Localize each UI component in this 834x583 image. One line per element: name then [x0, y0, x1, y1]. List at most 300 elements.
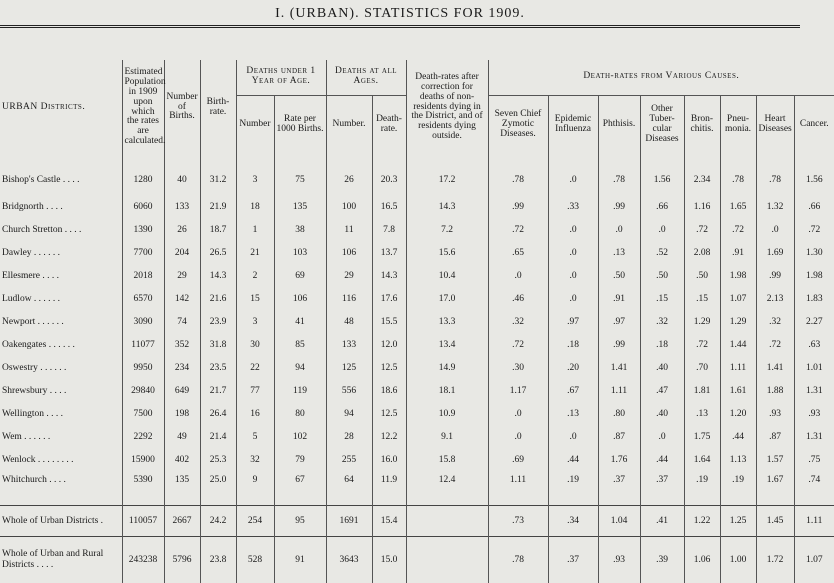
- cell-deaths: 64: [326, 471, 372, 506]
- cell-heart: .87: [756, 425, 794, 448]
- cell-other-tb: .50: [640, 264, 684, 287]
- cell-infant-rate: 102: [274, 425, 326, 448]
- total-row: [0, 537, 834, 583]
- cell-heart: 1.72: [756, 537, 794, 583]
- cell-births: 5796: [164, 537, 200, 583]
- cell-cancer: .93: [794, 402, 834, 425]
- cell-pneumonia: 1.98: [720, 264, 756, 287]
- cell-district: Whitchurch . . . .: [0, 471, 122, 506]
- cell-zymotic: .32: [488, 310, 548, 333]
- cell-cancer: 1.01: [794, 356, 834, 379]
- cell-other-tb: .15: [640, 287, 684, 310]
- cell-heart: 1.67: [756, 471, 794, 506]
- cell-district: Oakengates . . . . . .: [0, 333, 122, 356]
- cell-births: 234: [164, 356, 200, 379]
- cell-other-tb: .66: [640, 195, 684, 218]
- cell-zymotic: .65: [488, 241, 548, 264]
- cell-heart: .93: [756, 402, 794, 425]
- cell-bronchitis: 1.75: [684, 425, 720, 448]
- cell-infant-deaths: 16: [236, 402, 274, 425]
- cell-district: Whole of Urban and Rural Districts . . . .: [0, 537, 122, 583]
- cell-birth-rate: 23.5: [200, 356, 236, 379]
- cell-bronchitis: .19: [684, 471, 720, 506]
- cell-births: 649: [164, 379, 200, 402]
- cell-infant-deaths: 254: [236, 506, 274, 537]
- cell-phthisis: 1.41: [598, 356, 640, 379]
- cell-district: Newport . . . . . .: [0, 310, 122, 333]
- cell-district: Oswestry . . . . . .: [0, 356, 122, 379]
- header-population: Estimated Population in 1909 upon which the rates are calculated.: [122, 60, 164, 155]
- cell-infant-deaths: 15: [236, 287, 274, 310]
- cell-population: 1280: [122, 155, 164, 195]
- header-deaths-all-ages: Deaths at all Ages.: [326, 60, 406, 95]
- header-infant-rate: Rate per 1000 Births.: [274, 95, 326, 155]
- cell-other-tb: .47: [640, 379, 684, 402]
- cell-corrected: 18.1: [406, 379, 488, 402]
- header-birth-rate: Birth-rate.: [200, 60, 236, 155]
- cell-bronchitis: .50: [684, 264, 720, 287]
- cell-cancer: 1.30: [794, 241, 834, 264]
- header-cause-other-tb: Other Tuber-cular Diseases: [640, 95, 684, 155]
- cell-other-tb: .40: [640, 402, 684, 425]
- cell-births: 40: [164, 155, 200, 195]
- cell-population: 243238: [122, 537, 164, 583]
- cell-other-tb: .0: [640, 218, 684, 241]
- cell-infant-rate: 91: [274, 537, 326, 583]
- statistics-table: [0, 60, 834, 583]
- cell-heart: 1.88: [756, 379, 794, 402]
- cell-heart: 1.41: [756, 356, 794, 379]
- cell-corrected: 10.9: [406, 402, 488, 425]
- header-cause-phthisis: Phthisis.: [598, 95, 640, 155]
- cell-corrected: 7.2: [406, 218, 488, 241]
- cell-phthisis: .97: [598, 310, 640, 333]
- cell-deaths: 11: [326, 218, 372, 241]
- cell-death-rate: 15.0: [372, 537, 406, 583]
- cell-corrected: 17.0: [406, 287, 488, 310]
- cell-cancer: .72: [794, 218, 834, 241]
- table-row: [0, 356, 834, 379]
- cell-influenza: .67: [548, 379, 598, 402]
- cell-cancer: .63: [794, 333, 834, 356]
- cell-cancer: .66: [794, 195, 834, 218]
- cell-infant-deaths: 21: [236, 241, 274, 264]
- cell-corrected: 13.3: [406, 310, 488, 333]
- table-row: [0, 425, 834, 448]
- cell-district: Wellington . . . .: [0, 402, 122, 425]
- cell-pneumonia: 1.25: [720, 506, 756, 537]
- table-header: [0, 60, 834, 155]
- header-infant-number: Number: [236, 95, 274, 155]
- cell-other-tb: .39: [640, 537, 684, 583]
- table-row: [0, 333, 834, 356]
- cell-birth-rate: 23.9: [200, 310, 236, 333]
- cell-influenza: .20: [548, 356, 598, 379]
- cell-infant-deaths: 1: [236, 218, 274, 241]
- cell-deaths: 106: [326, 241, 372, 264]
- cell-phthisis: .80: [598, 402, 640, 425]
- cell-deaths: 94: [326, 402, 372, 425]
- cell-death-rate: 17.6: [372, 287, 406, 310]
- header-corrected-rates: Death-rates after correction for deaths of non-residents dying in the District, and of residents dying outside.: [406, 60, 488, 155]
- cell-influenza: .44: [548, 448, 598, 471]
- cell-corrected: 14.3: [406, 195, 488, 218]
- cell-population: 6570: [122, 287, 164, 310]
- cell-heart: .0: [756, 218, 794, 241]
- cell-pneumonia: .91: [720, 241, 756, 264]
- cell-birth-rate: 31.8: [200, 333, 236, 356]
- cell-birth-rate: 21.4: [200, 425, 236, 448]
- cell-births: 29: [164, 264, 200, 287]
- cell-infant-rate: 85: [274, 333, 326, 356]
- cell-zymotic: .69: [488, 448, 548, 471]
- header-cause-heart: Heart Diseases: [756, 95, 794, 155]
- cell-other-tb: .0: [640, 425, 684, 448]
- cell-population: 7700: [122, 241, 164, 264]
- cell-death-rate: 13.7: [372, 241, 406, 264]
- cell-population: 11077: [122, 333, 164, 356]
- cell-influenza: .0: [548, 241, 598, 264]
- table-row: [0, 264, 834, 287]
- cell-pneumonia: 1.44: [720, 333, 756, 356]
- cell-births: 142: [164, 287, 200, 310]
- cell-cancer: .74: [794, 471, 834, 506]
- cell-influenza: .13: [548, 402, 598, 425]
- table-row: [0, 310, 834, 333]
- header-cause-pneumonia: Pneu-monia.: [720, 95, 756, 155]
- cell-death-rate: 12.5: [372, 402, 406, 425]
- cell-infant-deaths: 32: [236, 448, 274, 471]
- cell-infant-rate: 119: [274, 379, 326, 402]
- cell-heart: .99: [756, 264, 794, 287]
- cell-cancer: 1.11: [794, 506, 834, 537]
- cell-population: 2018: [122, 264, 164, 287]
- cell-population: 1390: [122, 218, 164, 241]
- cell-district: Bishop's Castle . . . .: [0, 155, 122, 195]
- cell-deaths: 116: [326, 287, 372, 310]
- cell-other-tb: .32: [640, 310, 684, 333]
- cell-pneumonia: 1.65: [720, 195, 756, 218]
- cell-infant-rate: 38: [274, 218, 326, 241]
- cell-phthisis: 1.04: [598, 506, 640, 537]
- header-cause-zymotic: Seven Chief Zymotic Diseases.: [488, 95, 548, 155]
- cell-phthisis: .78: [598, 155, 640, 195]
- cell-pneumonia: 1.07: [720, 287, 756, 310]
- header-deaths-number: Number.: [326, 95, 372, 155]
- cell-cancer: 1.31: [794, 379, 834, 402]
- cell-phthisis: 1.76: [598, 448, 640, 471]
- district-rows: [0, 155, 834, 506]
- cell-other-tb: .40: [640, 356, 684, 379]
- cell-deaths: 29: [326, 264, 372, 287]
- header-births-number: Number of Births.: [164, 60, 200, 155]
- cell-corrected: 15.6: [406, 241, 488, 264]
- cell-heart: 1.32: [756, 195, 794, 218]
- cell-death-rate: 12.0: [372, 333, 406, 356]
- cell-infant-deaths: 18: [236, 195, 274, 218]
- cell-infant-deaths: 5: [236, 425, 274, 448]
- cell-zymotic: .30: [488, 356, 548, 379]
- cell-births: 352: [164, 333, 200, 356]
- cell-zymotic: .78: [488, 155, 548, 195]
- title-rule-bottom: [0, 27, 800, 28]
- cell-zymotic: 1.11: [488, 471, 548, 506]
- total-rows: [0, 506, 834, 583]
- cell-births: 198: [164, 402, 200, 425]
- cell-pneumonia: .19: [720, 471, 756, 506]
- cell-pneumonia: .44: [720, 425, 756, 448]
- cell-infant-rate: 80: [274, 402, 326, 425]
- cell-zymotic: .0: [488, 402, 548, 425]
- cell-population: 15900: [122, 448, 164, 471]
- cell-infant-deaths: 528: [236, 537, 274, 583]
- page-title: I. (URBAN). STATISTICS FOR 1909.: [0, 6, 800, 22]
- cell-district: Ludlow . . . . . .: [0, 287, 122, 310]
- cell-phthisis: .37: [598, 471, 640, 506]
- cell-death-rate: 15.4: [372, 506, 406, 537]
- cell-pneumonia: 1.11: [720, 356, 756, 379]
- cell-district: Bridgnorth . . . .: [0, 195, 122, 218]
- cell-infant-deaths: 2: [236, 264, 274, 287]
- cell-phthisis: .91: [598, 287, 640, 310]
- cell-birth-rate: 14.3: [200, 264, 236, 287]
- cell-bronchitis: .72: [684, 333, 720, 356]
- cell-zymotic: .72: [488, 218, 548, 241]
- cell-infant-rate: 106: [274, 287, 326, 310]
- cell-influenza: .0: [548, 287, 598, 310]
- cell-zymotic: .0: [488, 425, 548, 448]
- cell-district: Whole of Urban Districts .: [0, 506, 122, 537]
- cell-deaths: 3643: [326, 537, 372, 583]
- cell-phthisis: 1.11: [598, 379, 640, 402]
- cell-population: 5390: [122, 471, 164, 506]
- cell-zymotic: .46: [488, 287, 548, 310]
- cell-deaths: 100: [326, 195, 372, 218]
- cell-influenza: .0: [548, 425, 598, 448]
- cell-deaths: 255: [326, 448, 372, 471]
- cell-birth-rate: 21.7: [200, 379, 236, 402]
- cell-cancer: 1.98: [794, 264, 834, 287]
- cell-infant-deaths: 3: [236, 155, 274, 195]
- cell-corrected: 14.9: [406, 356, 488, 379]
- cell-infant-rate: 135: [274, 195, 326, 218]
- cell-phthisis: .99: [598, 195, 640, 218]
- cell-influenza: .18: [548, 333, 598, 356]
- cell-zymotic: 1.17: [488, 379, 548, 402]
- cell-corrected: 15.8: [406, 448, 488, 471]
- cell-pneumonia: 1.29: [720, 310, 756, 333]
- cell-zymotic: .0: [488, 264, 548, 287]
- cell-deaths: 1691: [326, 506, 372, 537]
- cell-pneumonia: 1.00: [720, 537, 756, 583]
- cell-cancer: 1.07: [794, 537, 834, 583]
- table-row: [0, 155, 834, 195]
- cell-phthisis: .0: [598, 218, 640, 241]
- cell-corrected: 10.4: [406, 264, 488, 287]
- cell-phthisis: .13: [598, 241, 640, 264]
- cell-bronchitis: 2.08: [684, 241, 720, 264]
- header-cause-cancer: Cancer.: [794, 95, 834, 155]
- cell-population: 29840: [122, 379, 164, 402]
- cell-corrected: 12.4: [406, 471, 488, 506]
- cell-births: 49: [164, 425, 200, 448]
- cell-phthisis: .87: [598, 425, 640, 448]
- cell-birth-rate: 25.0: [200, 471, 236, 506]
- cell-heart: .32: [756, 310, 794, 333]
- cell-district: Dawley . . . . . .: [0, 241, 122, 264]
- cell-deaths: 556: [326, 379, 372, 402]
- cell-other-tb: 1.56: [640, 155, 684, 195]
- header-district: URBAN Districts.: [0, 60, 122, 155]
- cell-population: 9950: [122, 356, 164, 379]
- cell-birth-rate: 18.7: [200, 218, 236, 241]
- cell-bronchitis: 1.06: [684, 537, 720, 583]
- cell-phthisis: .93: [598, 537, 640, 583]
- cell-phthisis: .99: [598, 333, 640, 356]
- cell-corrected: 9.1: [406, 425, 488, 448]
- header-cause-influenza: Epidemic Influenza: [548, 95, 598, 155]
- cell-population: 3090: [122, 310, 164, 333]
- cell-district: Shrewsbury . . . .: [0, 379, 122, 402]
- cell-deaths: 125: [326, 356, 372, 379]
- cell-influenza: .19: [548, 471, 598, 506]
- cell-zymotic: .73: [488, 506, 548, 537]
- cell-population: 110057: [122, 506, 164, 537]
- cell-birth-rate: 31.2: [200, 155, 236, 195]
- cell-phthisis: .50: [598, 264, 640, 287]
- cell-bronchitis: 1.22: [684, 506, 720, 537]
- cell-heart: 1.69: [756, 241, 794, 264]
- cell-infant-deaths: 22: [236, 356, 274, 379]
- cell-bronchitis: 1.16: [684, 195, 720, 218]
- cell-influenza: .0: [548, 155, 598, 195]
- cell-infant-rate: 75: [274, 155, 326, 195]
- cell-heart: 2.13: [756, 287, 794, 310]
- cell-pneumonia: 1.13: [720, 448, 756, 471]
- cell-population: 6060: [122, 195, 164, 218]
- cell-corrected: 13.4: [406, 333, 488, 356]
- cell-other-tb: .52: [640, 241, 684, 264]
- cell-infant-rate: 41: [274, 310, 326, 333]
- cell-infant-rate: 67: [274, 471, 326, 506]
- cell-pneumonia: 1.20: [720, 402, 756, 425]
- cell-bronchitis: 1.64: [684, 448, 720, 471]
- cell-district: Ellesmere . . . .: [0, 264, 122, 287]
- cell-cancer: 1.83: [794, 287, 834, 310]
- cell-death-rate: 18.6: [372, 379, 406, 402]
- cell-district: Church Stretton . . . .: [0, 218, 122, 241]
- cell-birth-rate: 24.2: [200, 506, 236, 537]
- cell-district: Wenlock . . . . . . . .: [0, 448, 122, 471]
- header-death-rate: Death-rate.: [372, 95, 406, 155]
- cell-heart: 1.57: [756, 448, 794, 471]
- cell-births: 135: [164, 471, 200, 506]
- cell-cancer: 2.27: [794, 310, 834, 333]
- cell-heart: 1.45: [756, 506, 794, 537]
- table-row: [0, 379, 834, 402]
- cell-bronchitis: .13: [684, 402, 720, 425]
- cell-population: 7500: [122, 402, 164, 425]
- cell-death-rate: 12.5: [372, 356, 406, 379]
- cell-cancer: 1.56: [794, 155, 834, 195]
- cell-population: 2292: [122, 425, 164, 448]
- cell-influenza: .33: [548, 195, 598, 218]
- cell-deaths: 26: [326, 155, 372, 195]
- cell-influenza: .0: [548, 264, 598, 287]
- cell-cancer: .75: [794, 448, 834, 471]
- cell-influenza: .97: [548, 310, 598, 333]
- table-row: [0, 402, 834, 425]
- cell-death-rate: 14.3: [372, 264, 406, 287]
- table-row: [0, 218, 834, 241]
- cell-infant-deaths: 9: [236, 471, 274, 506]
- cell-influenza: .34: [548, 506, 598, 537]
- cell-death-rate: 16.5: [372, 195, 406, 218]
- cell-death-rate: 12.2: [372, 425, 406, 448]
- cell-death-rate: 15.5: [372, 310, 406, 333]
- cell-births: 74: [164, 310, 200, 333]
- cell-infant-rate: 79: [274, 448, 326, 471]
- cell-corrected: [406, 537, 488, 583]
- cell-bronchitis: .72: [684, 218, 720, 241]
- cell-birth-rate: 21.6: [200, 287, 236, 310]
- cell-zymotic: .99: [488, 195, 548, 218]
- table-row: [0, 241, 834, 264]
- cell-death-rate: 20.3: [372, 155, 406, 195]
- cell-bronchitis: 2.34: [684, 155, 720, 195]
- cell-birth-rate: 25.3: [200, 448, 236, 471]
- cell-deaths: 48: [326, 310, 372, 333]
- cell-death-rate: 7.8: [372, 218, 406, 241]
- cell-infant-deaths: 77: [236, 379, 274, 402]
- cell-influenza: .37: [548, 537, 598, 583]
- cell-births: 204: [164, 241, 200, 264]
- cell-bronchitis: 1.29: [684, 310, 720, 333]
- cell-other-tb: .37: [640, 471, 684, 506]
- cell-corrected: 17.2: [406, 155, 488, 195]
- cell-birth-rate: 23.8: [200, 537, 236, 583]
- cell-births: 133: [164, 195, 200, 218]
- cell-zymotic: .72: [488, 333, 548, 356]
- cell-death-rate: 16.0: [372, 448, 406, 471]
- cell-other-tb: .41: [640, 506, 684, 537]
- cell-pneumonia: 1.61: [720, 379, 756, 402]
- cell-births: 402: [164, 448, 200, 471]
- cell-corrected: [406, 506, 488, 537]
- cell-bronchitis: .15: [684, 287, 720, 310]
- cell-pneumonia: .78: [720, 155, 756, 195]
- title-rule-top: [0, 25, 800, 26]
- cell-deaths: 28: [326, 425, 372, 448]
- cell-birth-rate: 26.5: [200, 241, 236, 264]
- cell-influenza: .0: [548, 218, 598, 241]
- cell-district: Wem . . . . . .: [0, 425, 122, 448]
- cell-infant-deaths: 3: [236, 310, 274, 333]
- cell-other-tb: .44: [640, 448, 684, 471]
- cell-infant-rate: 94: [274, 356, 326, 379]
- cell-infant-rate: 69: [274, 264, 326, 287]
- cell-infant-deaths: 30: [236, 333, 274, 356]
- cell-births: 26: [164, 218, 200, 241]
- cell-pneumonia: .72: [720, 218, 756, 241]
- cell-heart: .72: [756, 333, 794, 356]
- cell-bronchitis: 1.81: [684, 379, 720, 402]
- cell-zymotic: .78: [488, 537, 548, 583]
- cell-infant-rate: 103: [274, 241, 326, 264]
- cell-birth-rate: 21.9: [200, 195, 236, 218]
- total-row: [0, 506, 834, 537]
- cell-birth-rate: 26.4: [200, 402, 236, 425]
